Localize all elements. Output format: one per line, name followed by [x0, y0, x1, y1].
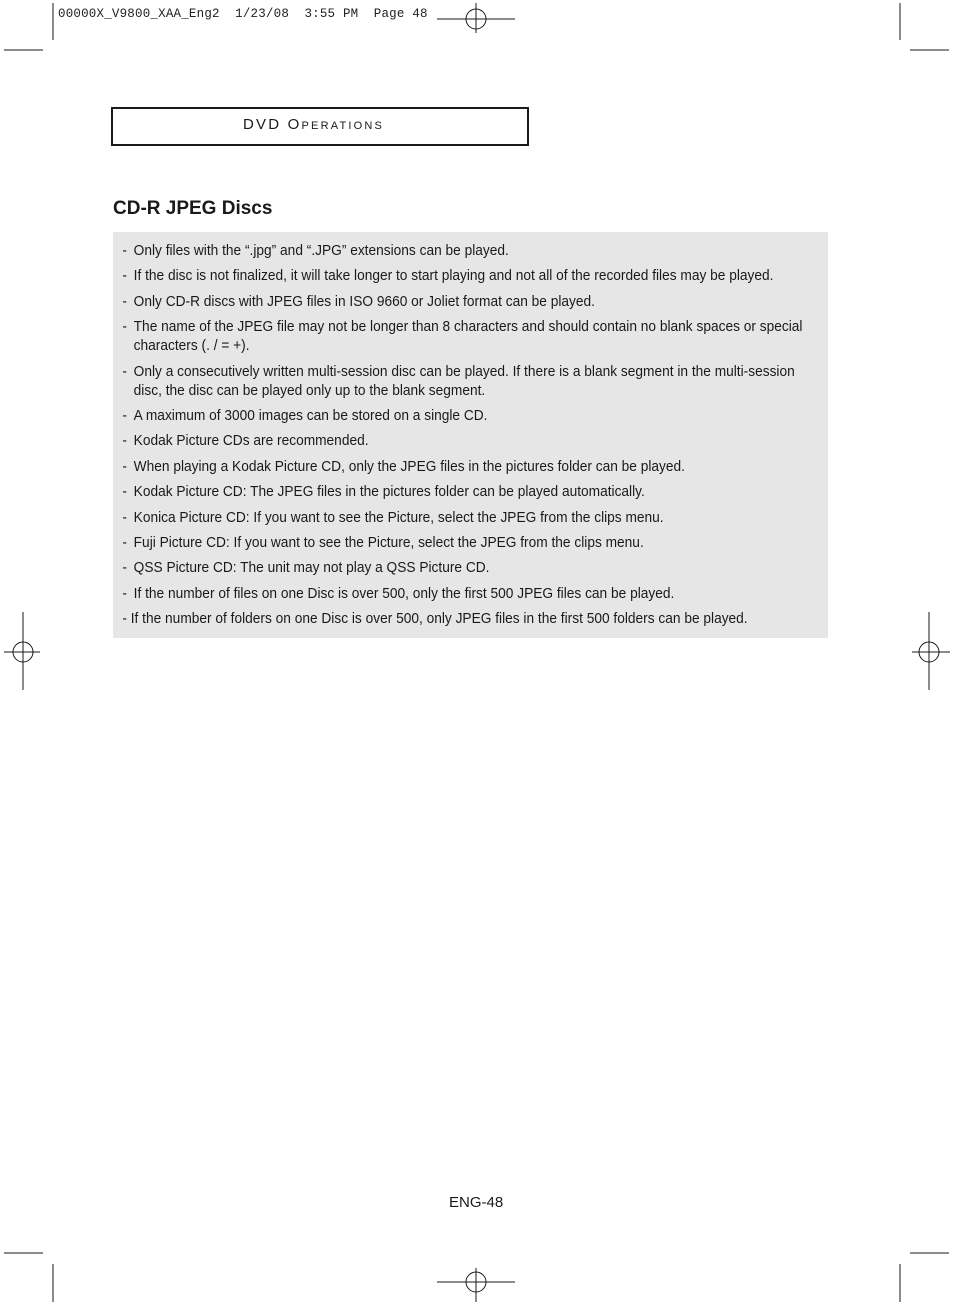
list-item: - If the disc is not finalized, it will take longer to start playing and not all of the recorded files may be played. [122, 268, 774, 285]
list-item: - Only CD-R discs with JPEG files in ISO 9660 or Joliet format can be played. [122, 293, 595, 310]
list-item: - QSS Picture CD: The unit may not play a QSS Picture CD. [122, 560, 490, 577]
print-slug: 00000X_V9800_XAA_Eng2 1/23/08 3:55 PM Page 48 [58, 7, 428, 21]
notes-panel [113, 232, 828, 638]
section-header-box [111, 107, 529, 146]
list-item: - If the number of folders on one Disc is over 500, only JPEG files in the first 500 folders can be played. [122, 611, 748, 628]
list-item: - The name of the JPEG file may not be longer than 8 characters and should contain no blank spaces or special characters (. / = +). [122, 319, 803, 355]
list-item: - A maximum of 3000 images can be stored on a single CD. [122, 407, 488, 424]
list-item: - If the number of files on one Disc is over 500, only the first 500 JPEG files can be played. [122, 585, 675, 602]
list-item: - Only files with the “.jpg” and “.JPG” extensions can be played. [122, 243, 509, 259]
list-item: - Only a consecutively written multi-session disc can be played. If there is a blank segment in the multi-session disc, the disc can be played only up to the blank segment. [122, 363, 795, 399]
notes-list [113, 232, 828, 629]
section-title: DVD Operations [243, 116, 385, 133]
list-item: - Kodak Picture CDs are recommended. [122, 433, 369, 450]
list-item: - When playing a Kodak Picture CD, only the JPEG files in the pictures folder can be played. [122, 458, 685, 475]
list-item: - Konica Picture CD: If you want to see the Picture, select the JPEG from the clips menu. [122, 509, 664, 526]
list-item: - Fuji Picture CD: If you want to see the Picture, select the JPEG from the clips menu. [122, 534, 644, 551]
page-heading: CD-R JPEG Discs [113, 198, 273, 219]
list-item: - Kodak Picture CD: The JPEG files in the pictures folder can be played automatically. [122, 484, 645, 501]
page-number: ENG-48 [449, 1194, 504, 1211]
